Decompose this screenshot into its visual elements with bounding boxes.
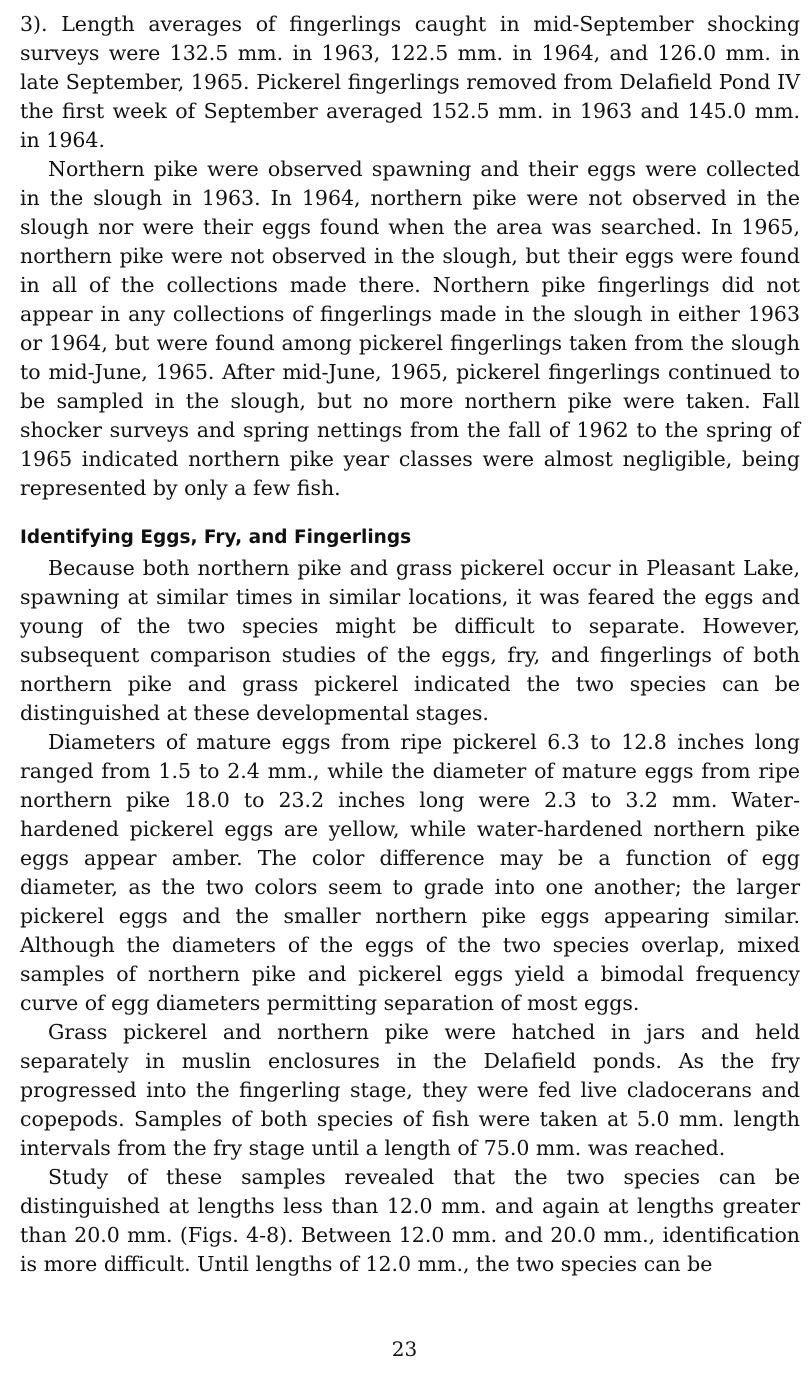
body-paragraph: 3). Length averages of fingerlings caught in mid-September shocking surveys were 132.5 mm. in 1963, 122.5 mm. in 1964, and 126.0 mm. in late September, 1965. Pickerel fingerlings removed from Delafield Pond IV the first week of September averaged 152.5 mm. in 1963 and 145.0 mm. in 1964.	[20, 12, 800, 152]
section-heading: Identifying Eggs, Fry, and Fingerlings	[20, 527, 412, 548]
body-paragraph: Northern pike were observed spawning and their eggs were collected in the slough in 1963. In 1964, northern pike were not observed in the slough nor were their eggs found when the area was searched. In 1965, northern pike were not observed in the slough, but their eggs were found in all of the collections made there. Northern pike fingerlings did not appear in any collections of fingerlings made in the slough in either 1963 or 1964, but were found among pickerel fingerlings taken from the slough to mid-June, 1965. After mid-June, 1965, pickerel fingerlings continued to be sampled in the slough, but no more northern pike were taken. Fall shocker surveys and spring nettings from the fall of 1962 to the spring of 1965 indicated northern pike year classes were almost negligible, being represented by only a few fish.	[20, 157, 800, 500]
page-number: 23	[391, 1337, 418, 1361]
body-paragraph: Grass pickerel and northern pike were hatched in jars and held separately in muslin enclosures in the Delafield ponds. As the fry progressed into the fingerling stage, they were fed live cladocerans and copepods. Samples of both species of fish were taken at 5.0 mm. length intervals from the fry stage until a length of 75.0 mm. was reached.	[20, 1020, 800, 1160]
document-page	[20, 10, 800, 1279]
body-paragraph: Study of these samples revealed that the two species can be distinguished at lengths less than 12.0 mm. and again at lengths greater than 20.0 mm. (Figs. 4-8). Between 12.0 mm. and 20.0 mm., identification is more difficult. Until lengths of 12.0 mm., the two species can be	[20, 1165, 800, 1276]
body-paragraph: Because both northern pike and grass pickerel occur in Pleasant Lake, spawning at similar times in similar locations, it was feared the eggs and young of the two species might be difficult to separate. However, subsequent comparison studies of the eggs, fry, and fingerlings of both northern pike and grass pickerel indicated the two species can be distinguished at these developmental stages.	[20, 556, 800, 725]
body-paragraph: Diameters of mature eggs from ripe pickerel 6.3 to 12.8 inches long ranged from 1.5 to 2.4 mm., while the diameter of mature eggs from ripe northern pike 18.0 to 23.2 inches long were 2.3 to 3.2 mm. Water-hardened pickerel eggs are yellow, while water-hardened northern pike eggs appear amber. The color difference may be a function of egg diameter, as the two colors seem to grade into one another; the larger pickerel eggs and the smaller northern pike eggs appearing similar. Although the diameters of the eggs of the two species overlap, mixed samples of northern pike and pickerel eggs yield a bimodal frequency curve of egg diameters permitting separation of most eggs.	[20, 730, 800, 1015]
